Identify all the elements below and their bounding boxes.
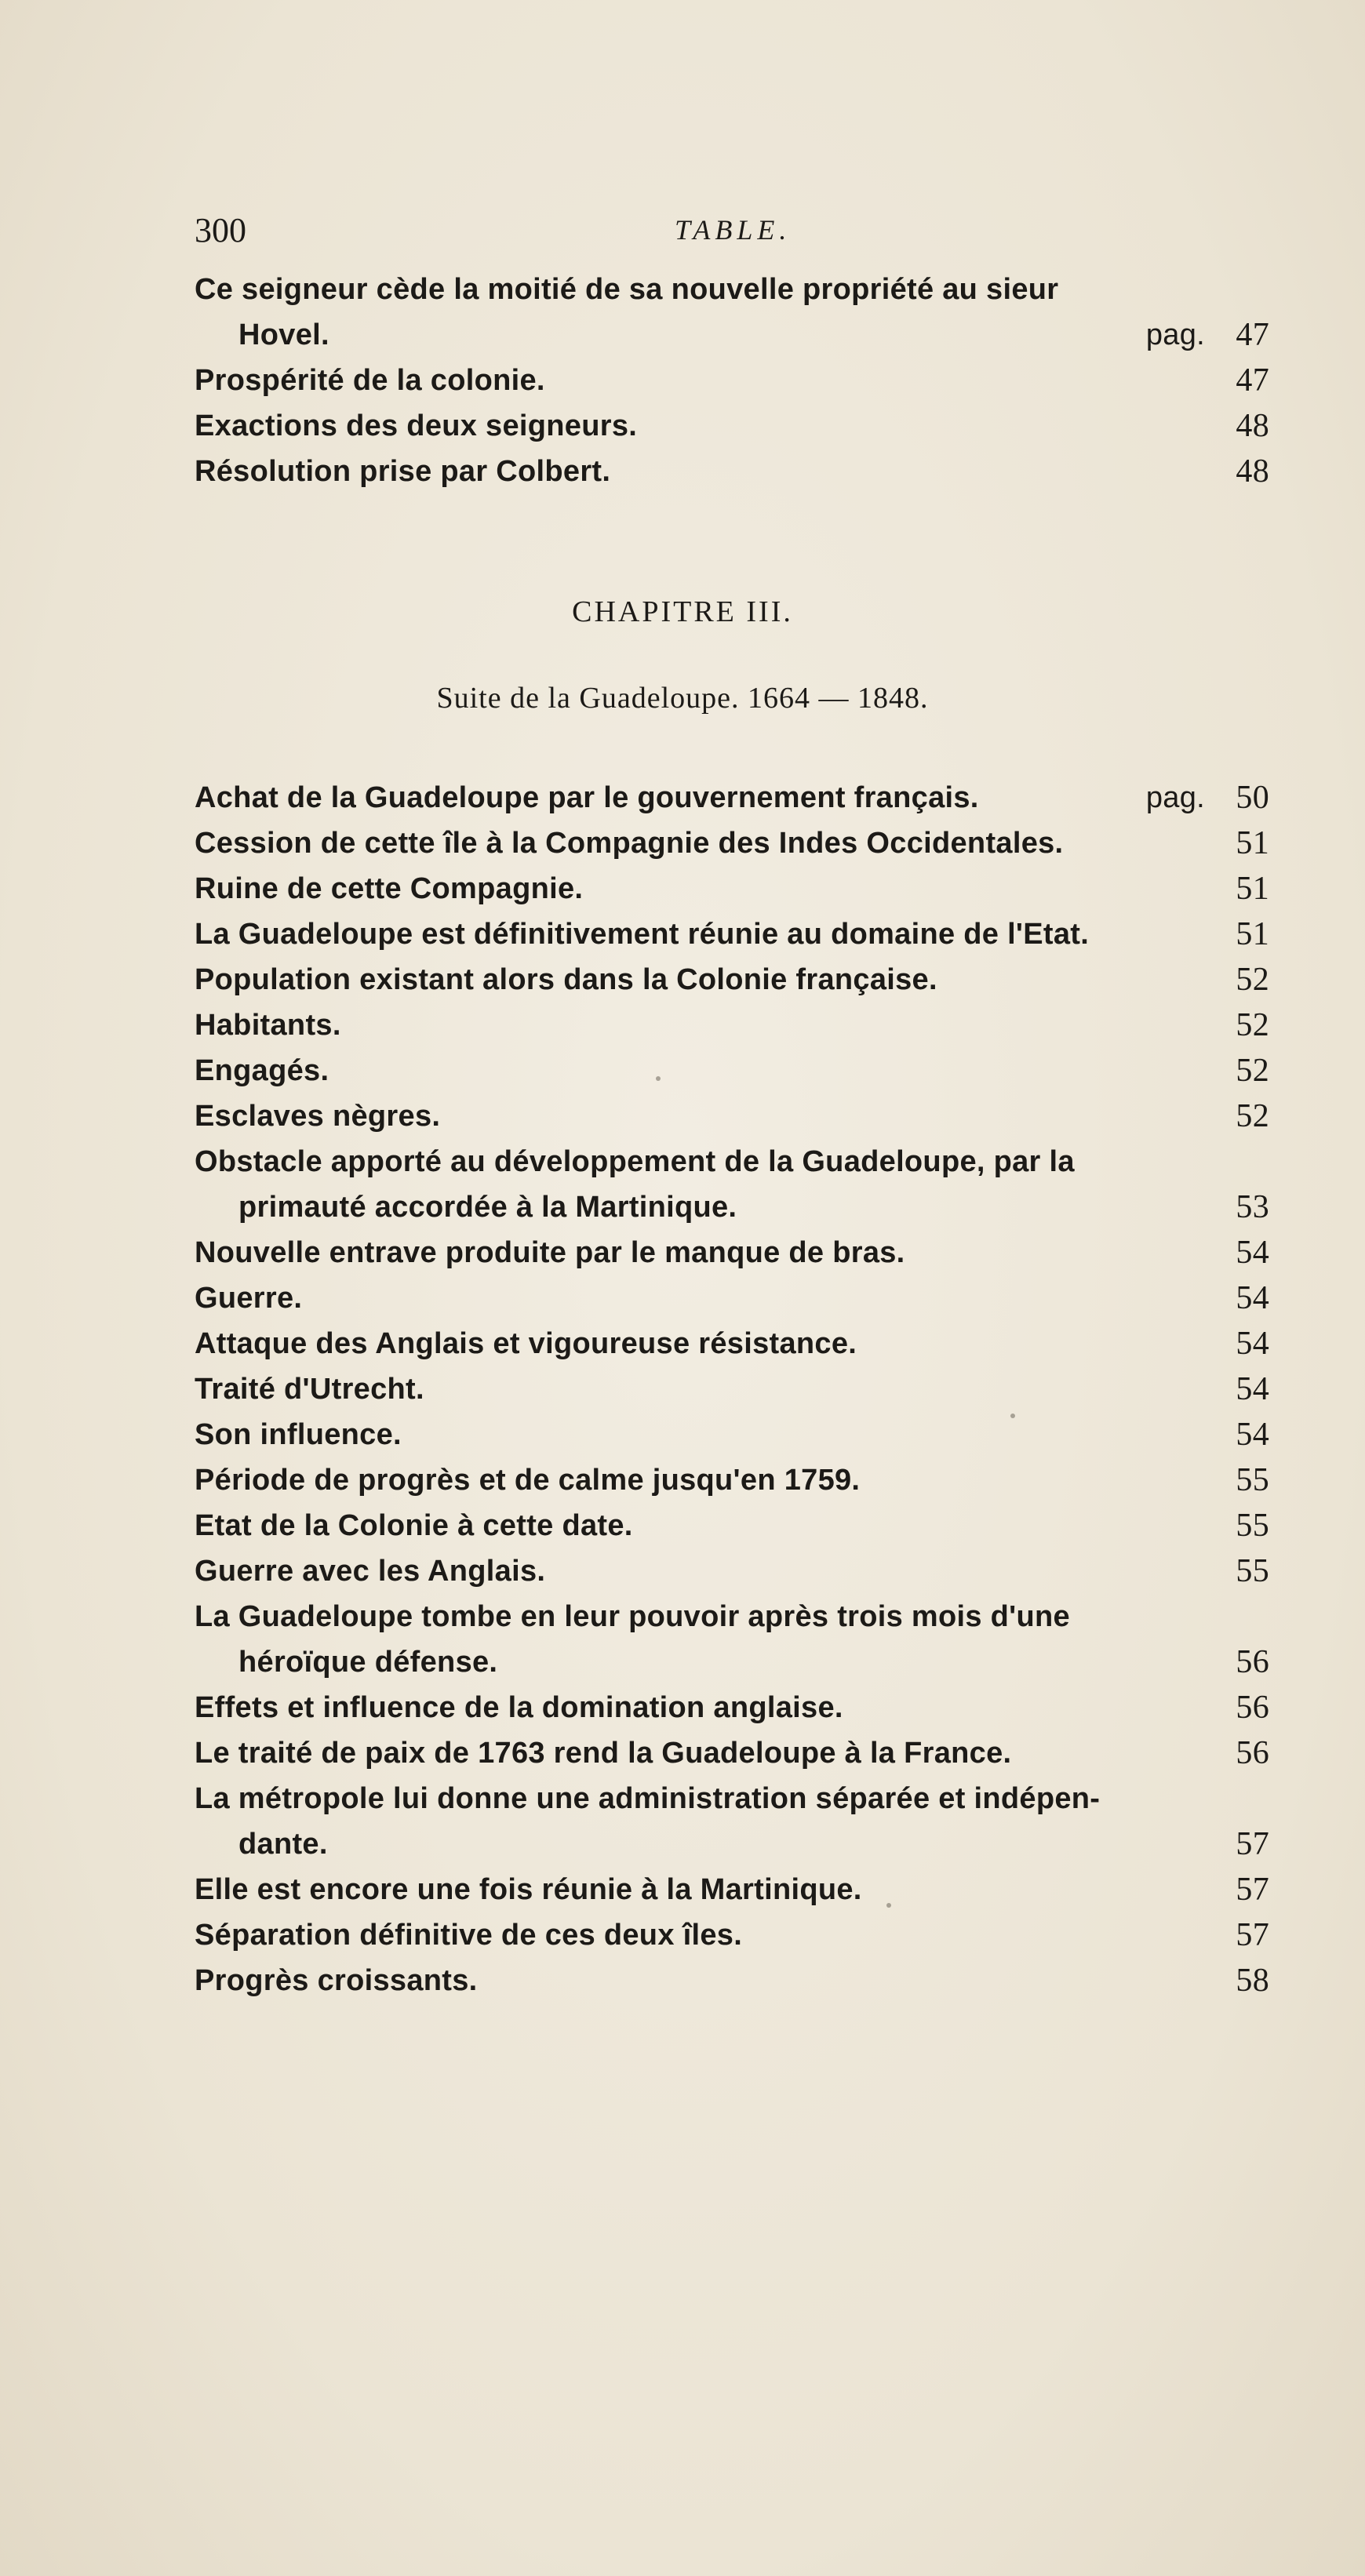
toc-page-number: 50 [1236,780,1269,816]
toc-entry-text-continued: Hovel. [238,318,329,351]
toc-entry [195,957,1269,1002]
toc-page-number: 53 [1236,1189,1269,1225]
toc-entry-text: Cession de cette île à la Compagnie des Indes Occidentales. [195,827,1064,860]
toc-page-number: 52 [1236,1098,1269,1134]
toc-entry [195,1730,1269,1776]
toc-entry-text: Etat de la Colonie à cette date. [195,1509,633,1542]
toc-page-number: 57 [1236,1917,1269,1953]
toc-entry [195,358,1269,403]
toc-entry-text: Ruine de cette Compagnie. [195,872,584,905]
toc-entry [195,1230,1269,1275]
toc-entry [195,1275,1269,1321]
paper-speck [1010,1414,1015,1418]
toc-entry-text-continued: héroïque défense. [238,1646,498,1679]
toc-page-number: 56 [1236,1735,1269,1771]
toc-entry [195,1958,1269,2003]
toc-entry [195,1867,1269,1912]
toc-entry [195,1002,1269,1048]
toc-entry [195,820,1269,866]
toc-page-number: 48 [1236,453,1269,489]
toc-page-number: 54 [1236,1371,1269,1407]
paper-speck [886,1903,891,1908]
chapter-title: CHAPITRE III. [572,595,793,628]
toc-page-number: 54 [1236,1280,1269,1316]
toc-entry-text: Nouvelle entrave produite par le manque de bras. [195,1236,905,1269]
toc-entry-text: La Guadeloupe tombe en leur pouvoir après trois mois d'une [195,1600,1070,1633]
toc-entry [195,1457,1269,1503]
toc-page-number: 54 [1236,1235,1269,1271]
toc-entry-text: Engagés. [195,1054,329,1087]
toc-entry [195,267,1269,358]
toc-entry [195,866,1269,911]
toc-entry-text: Séparation définitive de ces deux îles. [195,1919,743,1952]
toc-page-number: 47 [1236,317,1269,353]
toc-entry-text: Exactions des deux seigneurs. [195,409,638,442]
toc-entry-text: Le traité de paix de 1763 rend la Guadeloupe à la France. [195,1737,1012,1770]
page-header [195,210,1261,265]
toc-entry [195,403,1269,449]
toc-entry-text: La métropole lui donne une administration séparée et indépen- [195,1782,1101,1815]
page-number: 300 [195,211,246,249]
toc-entry [195,1776,1269,1867]
running-title: TABLE. [675,214,792,246]
toc-page-number: 54 [1236,1326,1269,1362]
toc-entry [195,1548,1269,1594]
toc-entry-text: Résolution prise par Colbert. [195,455,611,488]
toc-entry-text: Habitants. [195,1009,341,1042]
toc-entry-text: Son influence. [195,1418,402,1451]
toc-page-number: 47 [1236,362,1269,398]
toc-entry-text: Période de progrès et de calme jusqu'en 1759. [195,1464,861,1497]
paper-speck [656,1076,661,1081]
toc-entry [195,911,1269,957]
toc-entry [195,1594,1269,1685]
toc-entry-text: Prospérité de la colonie. [195,364,545,397]
toc-entry-text: Achat de la Guadeloupe par le gouvernement français. [195,781,979,814]
toc-page-number: 54 [1236,1417,1269,1453]
toc-entry-text: Effets et influence de la domination anglaise. [195,1691,843,1724]
toc-page-number: 52 [1236,962,1269,998]
toc-entry-text: Obstacle apporté au développement de la Guadeloupe, par la [195,1145,1075,1178]
toc-page-number: 56 [1236,1644,1269,1680]
toc-page-number: 52 [1236,1053,1269,1089]
toc-entry-text-continued: primauté accordée à la Martinique. [238,1191,737,1224]
toc-entry [195,1048,1269,1093]
toc-page-number: 51 [1236,871,1269,907]
toc-entry [195,1366,1269,1412]
toc-entry-text-continued: dante. [238,1828,328,1861]
toc-entry [195,1139,1269,1230]
pag-abbreviation: pag. [1145,318,1205,351]
toc-entry [195,1321,1269,1366]
toc-entry [195,1503,1269,1548]
toc-page-number: 52 [1236,1007,1269,1043]
toc-page-number: 51 [1236,825,1269,861]
toc-entry-text: La Guadeloupe est définitivement réunie au domaine de l'Etat. [195,918,1090,951]
toc-entry [195,775,1269,820]
toc-page-number: 55 [1236,1553,1269,1589]
toc-page-number: 57 [1236,1826,1269,1862]
toc-entry [195,1685,1269,1730]
toc-entry [195,1912,1269,1958]
toc-entry-text: Esclaves nègres. [195,1100,441,1133]
toc-entry-text: Traité d'Utrecht. [195,1373,424,1406]
toc-page-number: 57 [1236,1872,1269,1908]
toc-page-number: 55 [1236,1462,1269,1498]
toc-entry-text: Attaque des Anglais et vigoureuse résistance. [195,1327,857,1360]
toc-page-number: 55 [1236,1508,1269,1544]
toc-entry-text: Ce seigneur cède la moitié de sa nouvelle propriété au sieur [195,273,1059,306]
toc-page-number: 58 [1236,1963,1269,1999]
pag-abbreviation: pag. [1145,781,1205,814]
toc-entry-text: Guerre. [195,1282,303,1315]
toc-page-number: 51 [1236,916,1269,952]
toc-entry [195,1412,1269,1457]
toc-entry-text: Progrès croissants. [195,1964,478,1997]
toc-entries-main [195,775,1269,2003]
toc-entries-top [195,267,1269,494]
toc-page-number: 56 [1236,1690,1269,1726]
toc-entry [195,449,1269,494]
toc-entry-text: Elle est encore une fois réunie à la Martinique. [195,1873,862,1906]
toc-entry [195,1093,1269,1139]
chapter-subtitle: Suite de la Guadeloupe. 1664 — 1848. [436,682,929,715]
toc-entry-text: Population existant alors dans la Colonie française. [195,963,937,996]
toc-page-number: 48 [1236,408,1269,444]
toc-entry-text: Guerre avec les Anglais. [195,1555,546,1588]
